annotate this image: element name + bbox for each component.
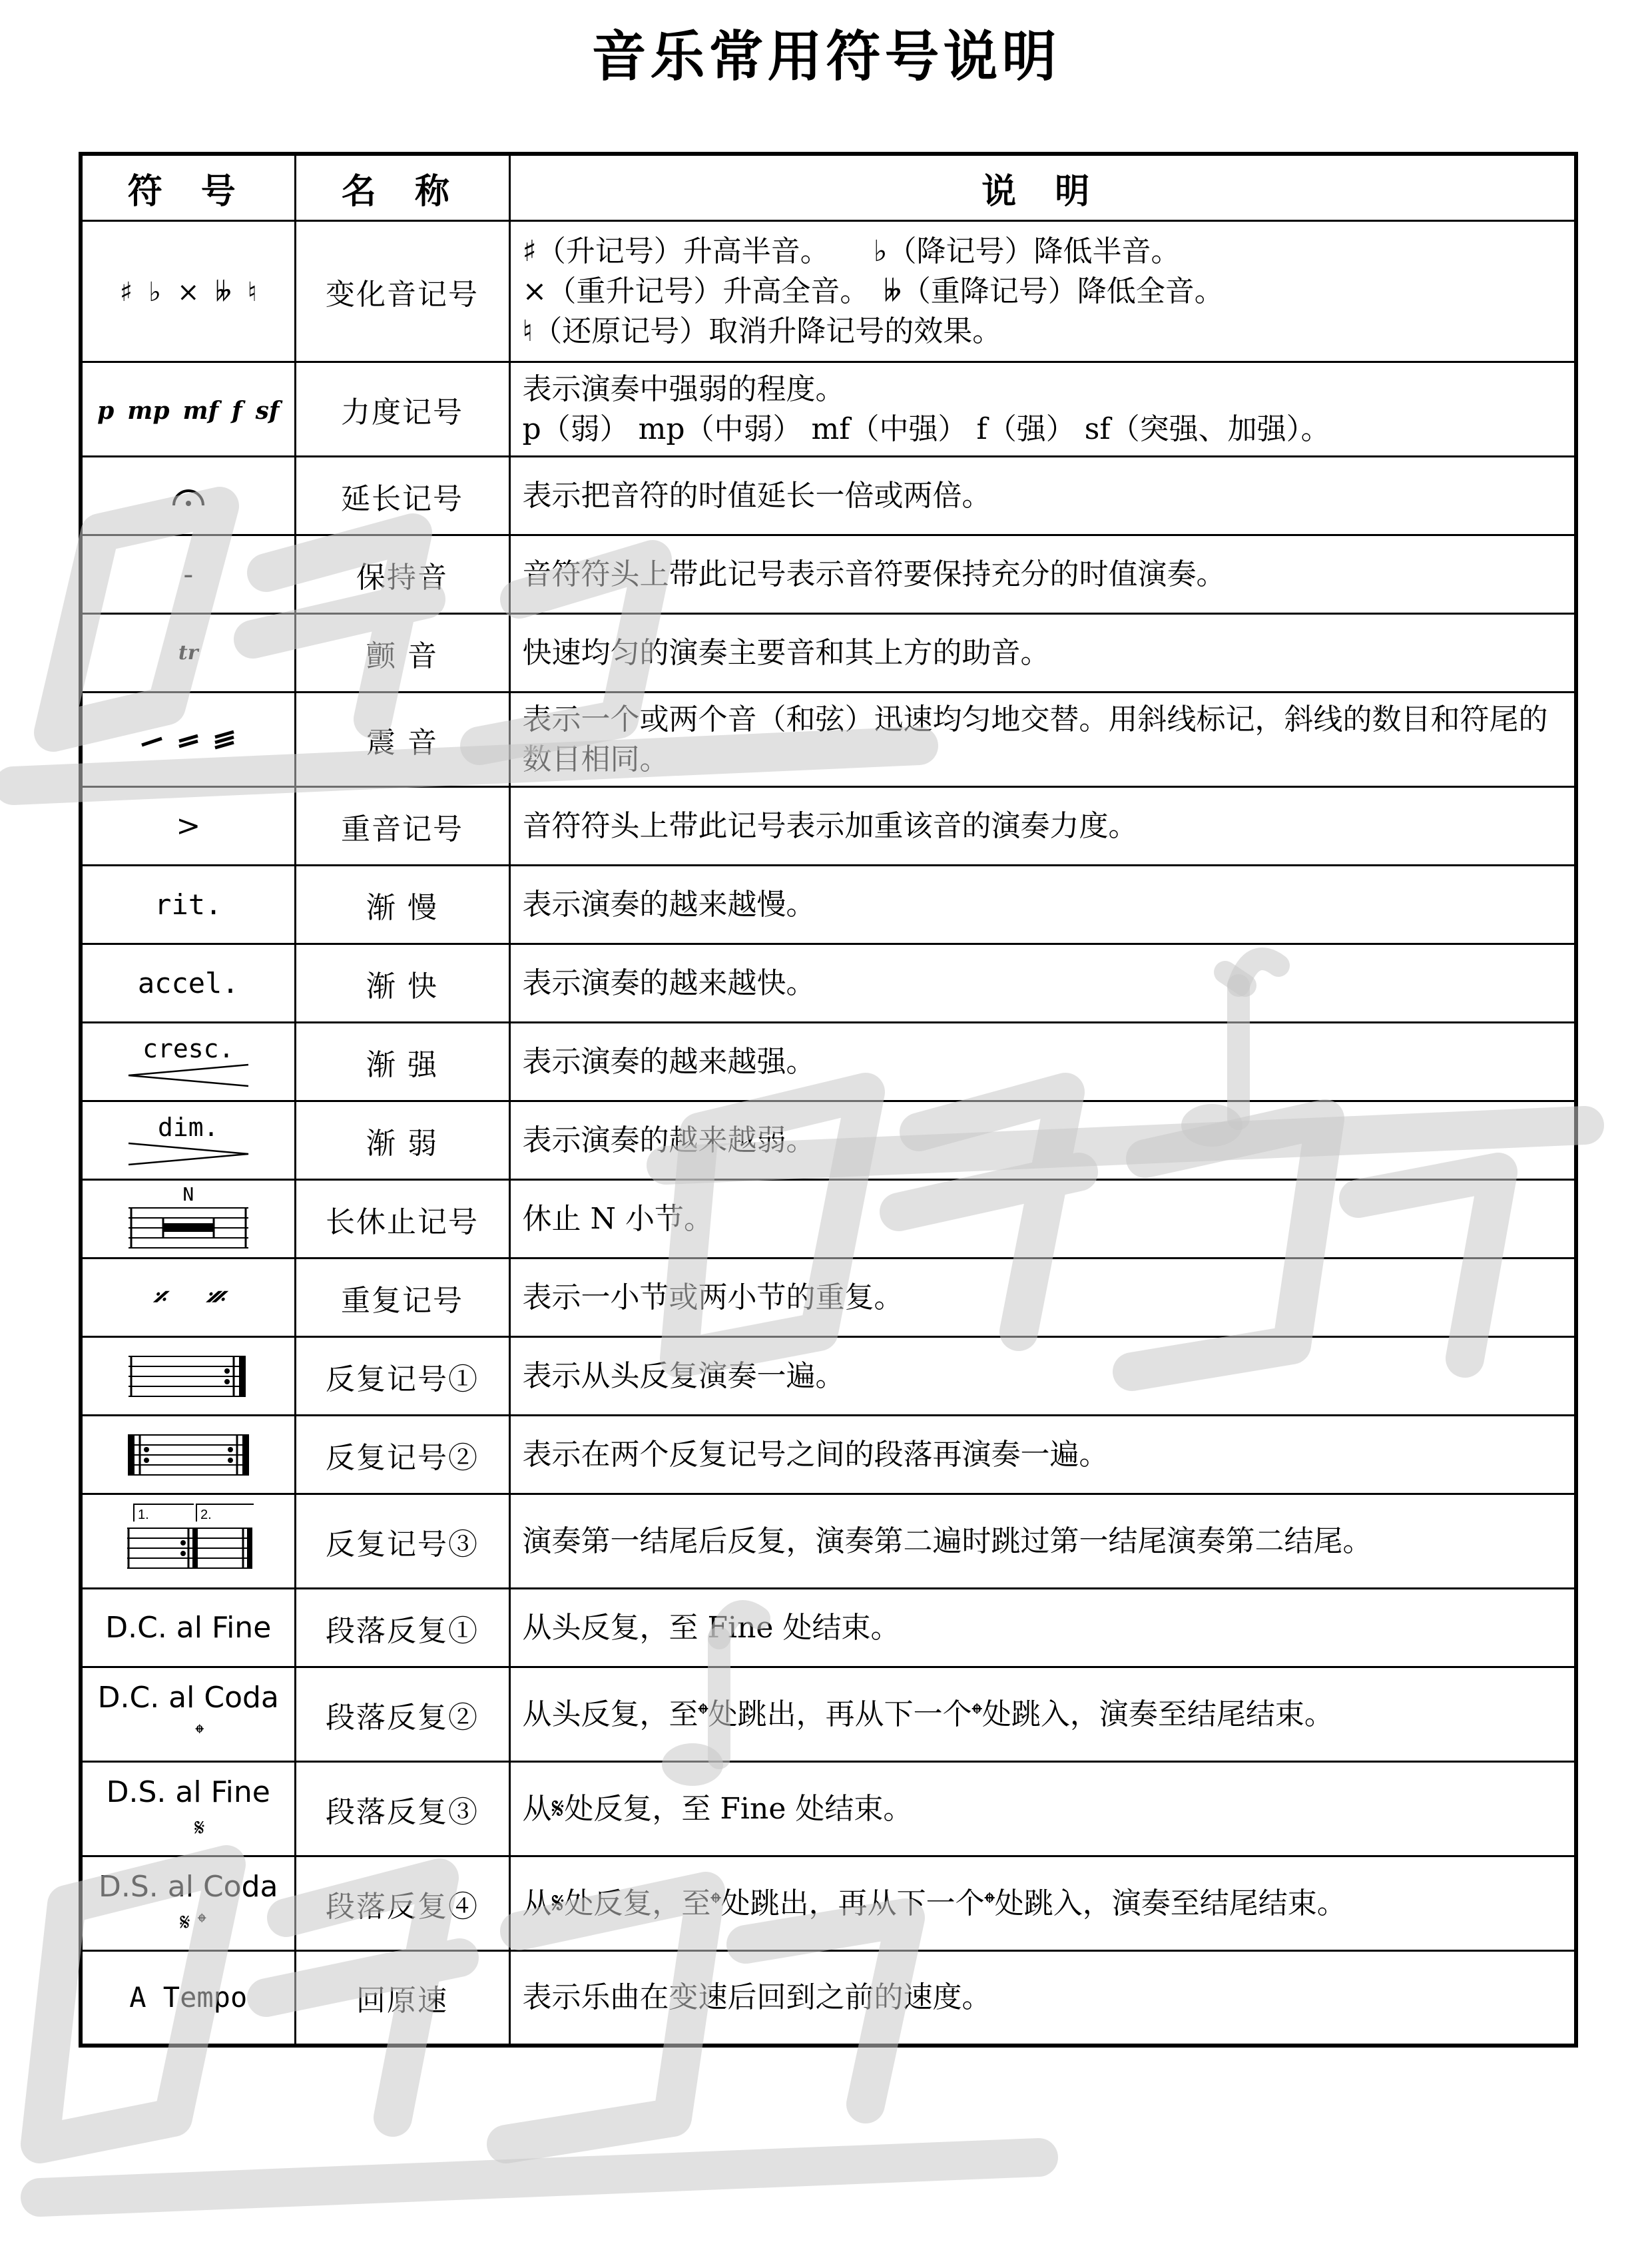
end-repeat-icon bbox=[129, 1351, 248, 1402]
row-desc: 表示在两个反复记号之间的段落再演奏一遍。 bbox=[509, 1416, 1576, 1494]
table-row bbox=[81, 1180, 1576, 1259]
row-name: 长休止记号 bbox=[295, 1180, 509, 1259]
coda-icon: 𝄌 bbox=[195, 1719, 204, 1747]
desc-line: ×（重升记号）升高全音。 𝄫（重降记号）降低全音。 bbox=[522, 274, 1224, 308]
row-name: 颤 音 bbox=[295, 614, 509, 693]
table-row bbox=[81, 944, 1576, 1023]
table-row bbox=[81, 1667, 1576, 1762]
row-desc: 从𝄋处反复，至 Fine 处结束。 bbox=[509, 1762, 1576, 1856]
segno-icon: 𝄋 bbox=[194, 1814, 205, 1842]
desc-text: 表示一个或两个音（和弦）迅速均匀地交替。用斜线标记，斜线的数目和符尾的数目相同。 bbox=[522, 702, 1548, 776]
tenuto-symbol: - bbox=[81, 535, 295, 614]
symbols-table bbox=[79, 152, 1578, 2048]
row-desc bbox=[509, 362, 1576, 457]
row-name: 变化音记号 bbox=[295, 221, 509, 362]
header-name: 名 称 bbox=[295, 154, 509, 221]
table-row bbox=[81, 362, 1576, 457]
row-desc: 表示一小节或两小节的重复。 bbox=[509, 1259, 1576, 1337]
accent-symbol: > bbox=[81, 787, 295, 866]
desc-line: p（弱） mp（中弱） mf（中强） f（强） sf（突强、加强）。 bbox=[522, 412, 1330, 446]
row-desc bbox=[509, 693, 1576, 787]
double-flat-icon: 𝄫 bbox=[215, 277, 232, 308]
natural-icon: ♮ bbox=[247, 277, 257, 308]
row-name: 渐 快 bbox=[295, 944, 509, 1023]
dynamic-sf: sf bbox=[255, 397, 280, 425]
accidentals-symbol bbox=[81, 221, 295, 362]
ds-al-fine-label: D.S. al Fine bbox=[106, 1775, 270, 1809]
two-bar-repeat-icon: 𝄏 bbox=[205, 1282, 224, 1313]
row-desc: 表示从头反复演奏一遍。 bbox=[509, 1337, 1576, 1416]
row-name: 段落反复④ bbox=[295, 1856, 509, 1951]
volta-label-2: 2. bbox=[200, 1507, 212, 1522]
dynamic-mf: mf bbox=[182, 397, 219, 425]
multirest-symbol bbox=[81, 1180, 295, 1259]
header-symbol: 符 号 bbox=[81, 154, 295, 221]
table-row bbox=[81, 535, 1576, 614]
row-name: 重音记号 bbox=[295, 787, 509, 866]
desc-line: ♮（还原记号）取消升降记号的效果。 bbox=[522, 314, 1002, 348]
flat-icon: ♭ bbox=[148, 277, 161, 308]
row-desc: 从头反复，至 Fine 处结束。 bbox=[509, 1589, 1576, 1667]
table-header-row bbox=[81, 154, 1576, 221]
row-desc bbox=[509, 221, 1576, 362]
dc-al-coda-symbol bbox=[81, 1667, 295, 1762]
dim-label: dim. bbox=[157, 1112, 219, 1142]
table-row bbox=[81, 787, 1576, 866]
row-desc: 快速均匀的演奏主要音和其上方的助音。 bbox=[509, 614, 1576, 693]
table-row bbox=[81, 457, 1576, 535]
table-row bbox=[81, 1856, 1576, 1951]
row-desc: 从𝄋处反复，至𝄌处跳出，再从下一个𝄌处跳入，演奏至结尾结束。 bbox=[509, 1856, 1576, 1951]
tremolo-symbol bbox=[81, 693, 295, 787]
table-row bbox=[81, 866, 1576, 944]
row-name: 回原速 bbox=[295, 1951, 509, 2046]
header-desc: 说 明 bbox=[509, 154, 1576, 221]
volta-brackets-icon bbox=[122, 1502, 255, 1581]
dc-al-coda-label: D.C. al Coda bbox=[97, 1680, 279, 1715]
ds-al-fine-symbol bbox=[81, 1762, 295, 1856]
cresc-symbol bbox=[81, 1023, 295, 1101]
row-desc: 表示演奏的越来越强。 bbox=[509, 1023, 1576, 1101]
table-row bbox=[81, 1589, 1576, 1667]
ds-al-coda-label: D.S. al Coda bbox=[99, 1869, 278, 1904]
row-desc: 表示演奏的越来越快。 bbox=[509, 944, 1576, 1023]
desc-line: 表示演奏中强弱的程度。 bbox=[522, 372, 845, 406]
table-row bbox=[81, 1951, 1576, 2046]
row-name: 重复记号 bbox=[295, 1259, 509, 1337]
dc-al-fine-symbol: D.C. al Fine bbox=[81, 1589, 295, 1667]
page-title: 音乐常用符号说明 bbox=[591, 25, 1061, 89]
row-desc: 休止 N 小节。 bbox=[509, 1180, 1576, 1259]
table-row bbox=[81, 1023, 1576, 1101]
row-name: 反复记号② bbox=[295, 1416, 509, 1494]
table-row bbox=[81, 221, 1576, 362]
dynamics-symbol bbox=[81, 362, 295, 457]
row-name: 段落反复② bbox=[295, 1667, 509, 1762]
table-row bbox=[81, 693, 1576, 787]
row-desc: 表示演奏的越来越弱。 bbox=[509, 1101, 1576, 1180]
a-tempo-symbol: A Tempo bbox=[81, 1951, 295, 2046]
table-row bbox=[81, 1416, 1576, 1494]
dim-symbol bbox=[81, 1101, 295, 1180]
trill-symbol: tr bbox=[81, 614, 295, 693]
accel-symbol: accel. bbox=[81, 944, 295, 1023]
volta-symbol bbox=[81, 1494, 295, 1589]
row-name: 反复记号③ bbox=[295, 1494, 509, 1589]
row-name: 力度记号 bbox=[295, 362, 509, 457]
table-row bbox=[81, 1259, 1576, 1337]
multi-measure-rest-icon bbox=[129, 1204, 248, 1253]
end-repeat-symbol bbox=[81, 1337, 295, 1416]
dynamic-p: p bbox=[97, 397, 115, 425]
one-bar-repeat-icon: 𝄎 bbox=[152, 1282, 166, 1313]
ds-al-coda-symbol bbox=[81, 1856, 295, 1951]
row-name: 保持音 bbox=[295, 535, 509, 614]
row-desc: 音符符头上带此记号表示加重该音的演奏力度。 bbox=[509, 787, 1576, 866]
sharp-icon: ♯ bbox=[119, 277, 133, 308]
row-desc: 表示演奏的越来越慢。 bbox=[509, 866, 1576, 944]
row-name: 延长记号 bbox=[295, 457, 509, 535]
row-desc: 演奏第一结尾后反复，演奏第二遍时跳过第一结尾演奏第二结尾。 bbox=[509, 1494, 1576, 1589]
crescendo-hairpin-icon bbox=[122, 1062, 255, 1089]
row-desc: 音符符头上带此记号表示音符要保持充分的时值演奏。 bbox=[509, 535, 1576, 614]
dynamic-f: f bbox=[232, 397, 242, 425]
row-name: 段落反复① bbox=[295, 1589, 509, 1667]
diminuendo-hairpin-icon bbox=[122, 1141, 255, 1167]
dynamic-mp: mp bbox=[127, 397, 170, 425]
row-name: 渐 强 bbox=[295, 1023, 509, 1101]
tremolo-slashes-icon bbox=[135, 726, 242, 753]
repeat-both-icon bbox=[125, 1430, 252, 1480]
measure-repeat-symbol bbox=[81, 1259, 295, 1337]
row-desc: 从头反复，至𝄌处跳出，再从下一个𝄌处跳入，演奏至结尾结束。 bbox=[509, 1667, 1576, 1762]
row-name: 渐 弱 bbox=[295, 1101, 509, 1180]
row-name: 反复记号① bbox=[295, 1337, 509, 1416]
fermata-symbol bbox=[81, 457, 295, 535]
multirest-label: N bbox=[182, 1183, 194, 1205]
fermata-icon bbox=[168, 483, 208, 509]
double-sharp-icon: × bbox=[176, 277, 200, 308]
desc-line: ♯（升记号）升高半音。 ♭（降记号）降低半音。 bbox=[522, 234, 1181, 268]
table-row bbox=[81, 1494, 1576, 1589]
row-desc: 表示把音符的时值延长一倍或两倍。 bbox=[509, 457, 1576, 535]
repeat-both-symbol bbox=[81, 1416, 295, 1494]
volta-label-1: 1. bbox=[137, 1507, 149, 1522]
row-name: 段落反复③ bbox=[295, 1762, 509, 1856]
row-name: 震 音 bbox=[295, 693, 509, 787]
table-row bbox=[81, 1337, 1576, 1416]
rit-symbol: rit. bbox=[81, 866, 295, 944]
cresc-label: cresc. bbox=[142, 1033, 234, 1063]
table-row bbox=[81, 614, 1576, 693]
row-name: 渐 慢 bbox=[295, 866, 509, 944]
row-desc: 表示乐曲在变速后回到之前的速度。 bbox=[509, 1951, 1576, 2046]
table-row bbox=[81, 1101, 1576, 1180]
table-row bbox=[81, 1762, 1576, 1856]
segno-coda-icon: 𝄋 𝄌 bbox=[180, 1908, 206, 1936]
